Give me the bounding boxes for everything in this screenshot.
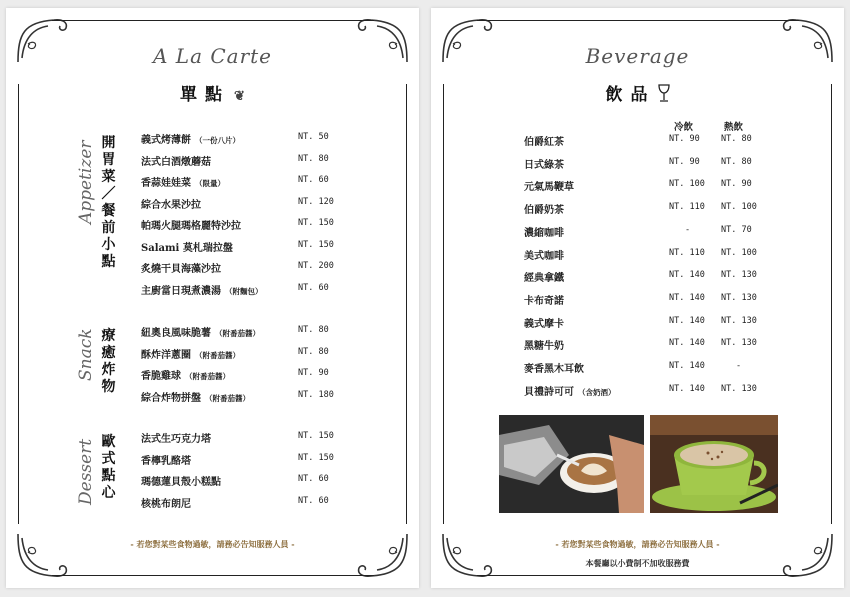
drink-name	[524, 383, 616, 398]
drink-hot-price: NT. 130	[721, 338, 757, 349]
menu-item-name	[141, 495, 191, 510]
menu-item-price: NT. 200	[298, 261, 334, 271]
page-title: 單點 ❦	[180, 85, 245, 105]
menu-item-name	[141, 153, 211, 168]
drink-name	[524, 292, 564, 307]
drink-label: 卡布奇諾	[524, 295, 564, 307]
menu-item-name	[141, 324, 260, 339]
menu-item-name	[141, 196, 201, 211]
drink-name	[524, 247, 564, 262]
left-border	[443, 84, 444, 524]
drink-cold-price: NT. 140	[669, 383, 705, 394]
drink-name	[524, 133, 564, 148]
drink-hot-price: NT. 130	[721, 270, 757, 281]
service-charge-notice: 本餐廳以小費制不加收服務費	[585, 558, 690, 568]
right-border	[406, 84, 407, 524]
menu-item-label: 紐奧良風味脆薯	[141, 328, 211, 339]
menu-item-price: NT. 180	[298, 389, 334, 400]
section-chinese-label: 歐式點心	[101, 434, 116, 501]
menu-item-label: 酥炸洋蔥圈	[141, 349, 191, 361]
drink-hot-price: NT. 100	[721, 247, 757, 258]
right-menu-page	[431, 8, 844, 588]
drink-hot-price: NT. 130	[721, 292, 757, 303]
script-title: A La Carte	[152, 44, 273, 68]
menu-item-price: NT. 60	[298, 282, 329, 293]
top-border	[477, 20, 799, 21]
drink-hot-price: -	[736, 361, 742, 371]
section-chinese-label: 療癒炸物	[101, 328, 116, 395]
section-chinese-label: 開胃菜／餐前小點	[101, 135, 116, 270]
bottom-border	[477, 575, 799, 576]
drink-label: 美式咖啡	[524, 250, 564, 262]
drink-label: 義式摩卡	[524, 318, 564, 330]
column-cold: 冷飲	[674, 122, 694, 133]
drink-label: 伯爵奶茶	[524, 205, 564, 217]
drink-label: 貝禮詩可可	[524, 386, 574, 398]
drink-name	[524, 156, 564, 171]
menu-item-price: NT. 80	[298, 325, 329, 335]
drink-cold-price: NT. 140	[669, 292, 705, 303]
drink-cold-price: NT. 90	[669, 156, 700, 167]
menu-item-price: NT. 90	[298, 368, 329, 378]
section-english-label: Dessert	[76, 438, 96, 505]
menu-item-note: （附番茄醬）	[195, 350, 240, 360]
allergy-notice: - 若您對某些食物過敏，請務必告知服務人員 -	[130, 539, 295, 549]
menu-item-label: 法式生巧克力塔	[141, 434, 211, 445]
drink-label: 元氣馬鞭草	[524, 182, 574, 194]
drink-name	[524, 201, 564, 216]
menu-item-note: （附麵包）	[225, 286, 263, 296]
left-border	[18, 84, 19, 524]
section-english-label: Appetizer	[76, 140, 96, 224]
drink-hot-price: NT. 130	[721, 315, 757, 326]
column-hot: 熱飲	[724, 122, 744, 133]
menu-item-name	[141, 282, 263, 297]
drink-cold-price: NT. 140	[669, 270, 705, 281]
menu-item-label: 綜合炸物拼盤	[141, 392, 201, 404]
menu-item-name	[141, 260, 221, 275]
menu-item-price: NT. 60	[298, 474, 329, 484]
menu-item-price: NT. 150	[298, 452, 334, 463]
wine-glass-icon	[658, 84, 670, 107]
menu-item-label: 瑪德蓮貝殼小糕點	[141, 477, 221, 488]
left-menu-page	[6, 8, 419, 588]
drink-label: 麥香黑木耳飲	[524, 364, 584, 375]
drink-hot-price: NT. 80	[721, 134, 752, 144]
menu-item-name	[141, 131, 240, 146]
menu-item-note: （一份八片）	[195, 136, 240, 145]
menu-item-label: 香檸乳酪塔	[141, 455, 191, 467]
section-english-label: Snack	[76, 328, 96, 381]
menu-item-price: NT. 50	[298, 132, 329, 142]
drink-name	[524, 178, 574, 193]
drink-cold-price: NT. 140	[669, 338, 705, 349]
menu-item-name	[141, 367, 230, 382]
latte-art-photo	[499, 415, 644, 513]
menu-item-name	[141, 346, 240, 361]
menu-item-label: 香脆雞球	[141, 371, 181, 382]
menu-item-price: NT. 80	[298, 153, 329, 164]
menu-item-name	[141, 217, 241, 232]
menu-item-label: 帕瑪火腿瑪格麗特沙拉	[141, 221, 241, 232]
menu-item-label: 法式白酒燉蘑菇	[141, 156, 211, 168]
menu-item-label: 核桃布朗尼	[141, 498, 191, 510]
drink-label: 經典拿鐵	[524, 273, 564, 285]
bottom-border	[52, 575, 374, 576]
script-title: Beverage	[585, 44, 690, 68]
drink-label: 日式綠茶	[524, 159, 564, 171]
drink-cold-price: -	[685, 224, 691, 235]
drink-label: 黑糖牛奶	[524, 341, 564, 353]
drink-cold-price: NT. 140	[669, 315, 705, 326]
cappuccino-photo	[650, 415, 778, 513]
top-border	[52, 20, 374, 21]
menu-item-price: NT. 60	[298, 495, 329, 506]
drink-cold-price: NT. 140	[669, 361, 705, 371]
menu-item-price: NT. 150	[298, 239, 334, 250]
menu-item-price: NT. 120	[298, 196, 334, 207]
menu-item-label: 香蒜娃娃菜	[141, 178, 191, 189]
drink-hot-price: NT. 130	[721, 383, 757, 394]
drink-name	[524, 315, 564, 330]
menu-item-name	[141, 174, 225, 189]
menu-item-label: Salami 莫札瑞拉盤	[141, 242, 233, 254]
menu-item-name	[141, 452, 191, 467]
menu-item-price: NT. 150	[298, 218, 334, 228]
drink-name	[524, 269, 564, 284]
drink-name	[524, 337, 564, 352]
drink-hot-price: NT. 100	[721, 202, 757, 213]
menu-item-name	[141, 239, 233, 254]
menu-item-note: （附番茄醬）	[185, 372, 230, 381]
drink-name	[524, 224, 564, 239]
drink-hot-price: NT. 90	[721, 179, 752, 190]
drink-note: （含奶酒）	[578, 387, 616, 397]
right-border	[831, 84, 832, 524]
menu-item-name	[141, 430, 211, 445]
menu-item-label: 炙燒干貝海藻沙拉	[141, 264, 221, 275]
menu-item-label: 義式烤薄餅	[141, 135, 191, 146]
drink-cold-price: NT. 90	[669, 134, 700, 144]
menu-item-price: NT. 150	[298, 431, 334, 441]
menu-item-note: （限量）	[195, 179, 225, 188]
menu-item-label: 綜合水果沙拉	[141, 199, 201, 211]
menu-item-note: （附番茄醬）	[215, 329, 260, 338]
menu-item-price: NT. 60	[298, 175, 329, 185]
page-title: 飲品	[431, 80, 844, 107]
drink-cold-price: NT. 110	[669, 202, 705, 213]
menu-item-name	[141, 473, 221, 488]
drink-label: 濃縮咖啡	[524, 227, 564, 239]
leaf-icon: ❦	[234, 89, 245, 104]
drink-name	[524, 360, 584, 375]
drink-hot-price: NT. 70	[721, 224, 752, 235]
menu-item-name	[141, 389, 250, 404]
drink-cold-price: NT. 110	[669, 247, 705, 258]
allergy-notice: - 若您對某些食物過敏，請務必告知服務人員 -	[555, 539, 720, 549]
drink-hot-price: NT. 80	[721, 156, 752, 167]
menu-item-label: 主廚當日現煮濃湯	[141, 285, 221, 297]
menu-item-note: （附番茄醬）	[205, 393, 250, 403]
drink-label: 伯爵紅茶	[524, 137, 564, 148]
menu-item-price: NT. 80	[298, 346, 329, 357]
drink-cold-price: NT. 100	[669, 179, 705, 190]
